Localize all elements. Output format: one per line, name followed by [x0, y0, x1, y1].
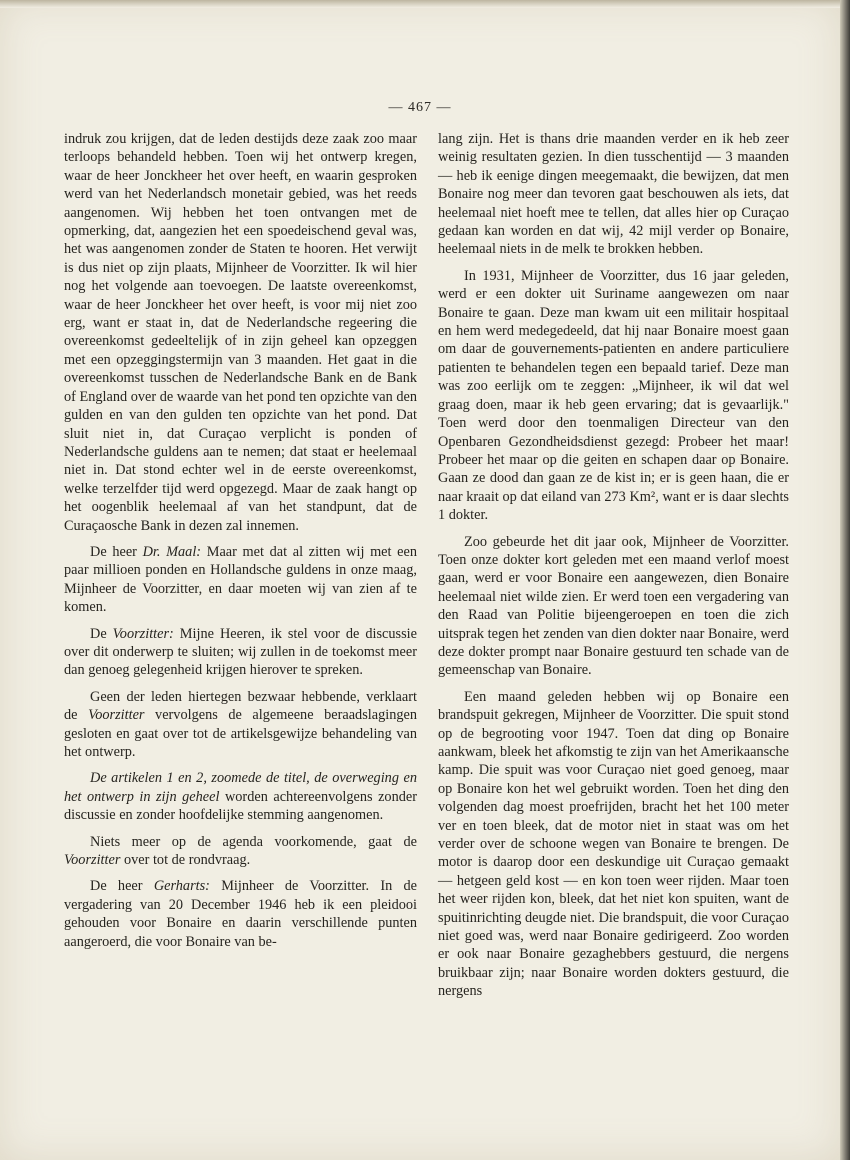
paragraph: Een maand geleden hebben wij op Bonaire een brandspuit gekregen, Mijnheer de Voorzitter. Die spuit stond op de begrooting voor 1947. Toen dat ding op Bonaire aankwam, bleek het afkomstig te zijn van het Amerikaansche kamp. Die spuit was voor Curaçao niet goed genoeg, maar op Bonaire kon het wel gebruikt worden. Toen het ding den volgenden dag moest proefrijden, bracht het het 100 meter ver en toen bleek, dat de motor niet in staat was om het verder over de schoone wegen van Bonaire te brengen. De motor is daarop door een deskundige uit Curaçao gemaakt — hetgeen geld kost — en kon toen weer rijden. Maar toen het weer rijden kon, bleek, dat het niet kon spuiten, want de spuitinrichting deugde niet. Die brandspuit, die voor Curaçao niet goed was, werd naar Bonaire gedirigeerd. Zoo worden er ook naar Bonaire gezaghebbers gestuurd, die nergens bruikbaar zijn; naar Bonaire worden dokters gestuurd, die nergens [438, 688, 789, 1000]
paragraph [64, 625, 417, 680]
text-run: Mijne Heeren, ik stel voor de discussie over dit onderwerp te sluiten; wij zullen in de toekomst meer dan genoeg gelegenheid krijgen hierover te spreken. [64, 625, 417, 679]
paragraph: indruk zou krijgen, dat de leden destijds deze zaak zoo maar terloops behandeld hebben. Toen wij het ontwerp kregen, waar de heer Jonckheer het over heeft, en waarin gesproken werd van het Nederlandsch monetair gebied, was het reeds aangenomen. Wij hebben het toen ontvangen met de opmerking, dat, aangezien het een spoedeischend geval was, het was aangenomen zonder de Staten te hooren. Het verwijt is dus niet op zijn plaats, Mijnheer de Voorzitter. Ik wil hier nog het volgende aan toevoegen. De laatste overeenkomst, waar de heer Jonckheer het over heeft, is voor mij niet zoo erg, want er staat in, dat de Nederlandsche regeering die overeenkomst gedeeltelijk of in zijn geheel kan opzeggen met een opzeggingstermijn van 3 maanden. Het gaat in die overeenkomst tusschen de Nederlandsche Bank en de Bank of England over de waarde van het pond ten opzichte van den gulden en van den gulden ten opzichte van het pond. Dat sluit niet in, dat Curaçao verplicht is ponden of Nederlandsche guldens aan te nemen; dat staat er heelemaal niet in. Dat stond echter wel in de eerste overeenkomst, welke terzelfder tijd werd opgezegd. Maar de zaak hangt op het oogenblik heelemaal af van het standpunt, dat de Curaçaosche Bank in dezen zal innemen. [64, 131, 417, 534]
speaker-name: Dr. Maal: [142, 543, 202, 560]
text-run: De [90, 625, 113, 642]
text-run: worden achtereenvolgens zonder discussie en zonder hoofdelijke stemming aangenomen. [64, 788, 417, 824]
paragraph: Zoo gebeurde het dit jaar ook, Mijnheer de Voorzitter. Toen onze dokter kort geleden met een maand verlof moest gaan, werd er voor Bonaire een aangewezen, dien Bonaire heelemaal niet wilde zien. Er werd toen een vergadering van den Raad van Politie bijeengeroepen en toen die zich uitsprak tegen het zenden van dien dokter naar Bonaire, werd deze dokter prompt naar Bonaire gestuurd ten schade van de gemeenschap van Bonaire. [438, 533, 789, 679]
text-run: Maar met dat al zitten wij met een paar millioen ponden en Hollandsche guldens in onze maag, Mijnheer de Voorzitter, en daar moeten wij van zien af te komen. [64, 543, 417, 616]
left-column [64, 130, 417, 959]
paragraph [64, 543, 417, 617]
paragraph: In 1931, Mijnheer de Voorzitter, dus 16 jaar geleden, werd er een dokter uit Suriname aangewezen om naar Bonaire te gaan. Deze man kwam uit een militair hospitaal en hem werd medegedeeld, dat hij naar Bonaire moest gaan om daar de gouvernements-patienten en andere particuliere patienten te behandelen tegen een bepaald tarief. Deze man was zoo eerlijk om te zeggen: „Mijnheer, ik wil dat wel graag doen, maar ik heb geen ervaring; dat is gevaarlijk." Toen werd door den toenmaligen Directeur van den Openbaren Gezondheidsdienst gezegd: Probeer het maar! Probeer het maar op die geiten en schapen daar op Bonaire. Gaan ze dood dan gaan ze de kist in; er is geen haan, die er naar kraait op dat eiland van 273 Km², want er is daar slechts 1 dokter. [438, 267, 789, 524]
text-run: Geen der leden hiertegen bezwaar hebbende, verklaart de [64, 688, 417, 724]
italic-run: De artikelen 1 en 2, zoomede de titel, de overweging en het ontwerp in zijn geheel [64, 770, 417, 805]
paragraph [64, 769, 417, 824]
page-right-edge [840, 0, 850, 1160]
text-run: De heer [90, 878, 154, 895]
text-run: vervolgens de algemeene beraadslagingen gesloten en gaat over tot de artikelsgewijze behandeling van het ontwerp. [64, 707, 417, 760]
right-column [438, 130, 789, 1009]
text-run: Niets meer op de agenda voorkomende, gaat de [90, 833, 417, 850]
speaker-name: Gerharts: [153, 878, 210, 895]
paragraph [64, 877, 417, 951]
speaker-name: Voorzitter: [112, 625, 174, 642]
text-run: over tot de rondvraag. [120, 852, 251, 869]
paragraph [64, 833, 417, 870]
text-run: Mijnheer de Voorzitter. In de vergadering van 20 December 1946 heb ik een pleidooi gehouden voor Bonaire en daarin verschillende punten aangeroerd, die voor Bonaire van be- [64, 878, 418, 950]
paragraph: lang zijn. Het is thans drie maanden verder en ik heb zeer weinig resultaten gezien. In dien tusschentijd — 3 maanden — heb ik eenige dingen meegemaakt, die bewijzen, dat men Bonaire nog meer dan tevoren gaat beschouwen als iets, dat heelemaal niet hoeft mee te tellen, dat alles hier op Curaçao gedaan kan worden en dat wij, 42 mijl verder op Bonaire, heelemaal niets in de melk te brokken hebben. [438, 131, 789, 258]
speaker-name: Voorzitter [88, 707, 145, 724]
paragraph [64, 688, 417, 762]
page-number: — 467 — [388, 100, 452, 115]
page-top-edge [0, 0, 840, 8]
speaker-name: Voorzitter [64, 852, 121, 869]
text-run: De heer [90, 543, 143, 560]
